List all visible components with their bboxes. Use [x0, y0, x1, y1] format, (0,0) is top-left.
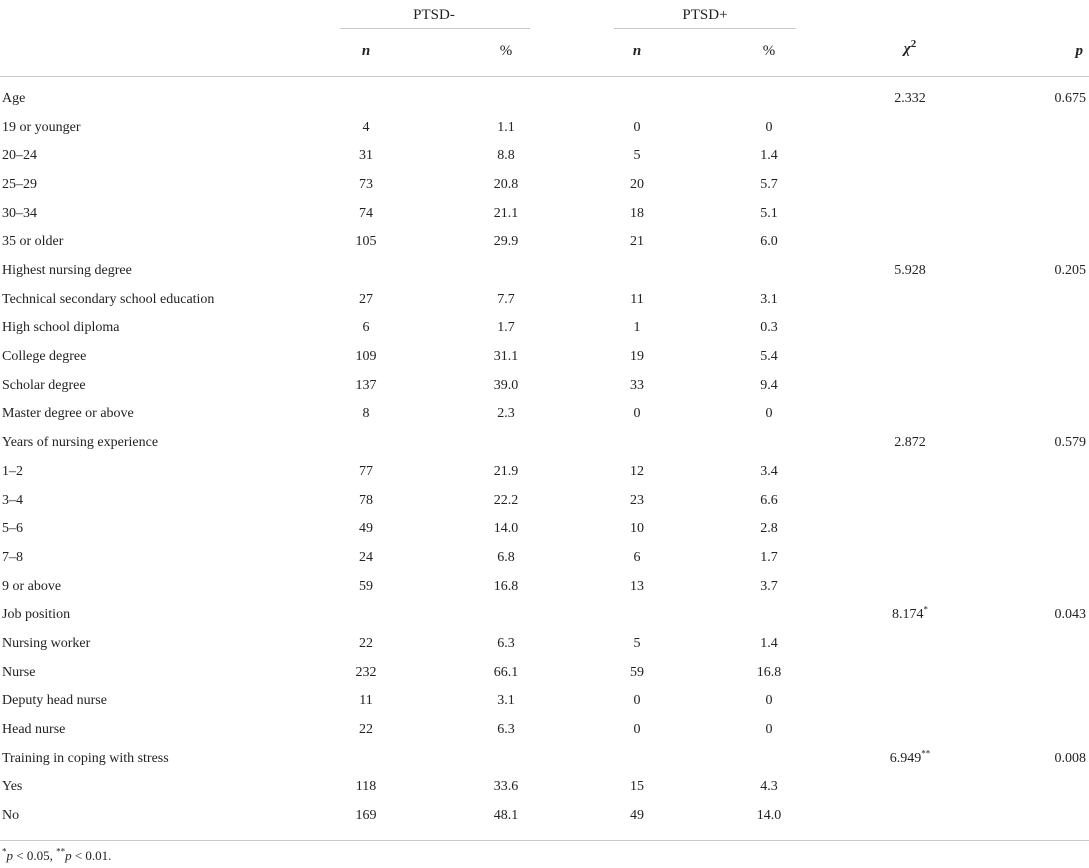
cell-chi-square [894, 262, 926, 280]
cell-n-negative: 22 [359, 722, 373, 737]
cell-percent-positive: 0 [765, 406, 773, 421]
cell-n-negative: 27 [359, 292, 373, 307]
row-label: Years of nursing experience [2, 435, 159, 450]
group-header-ptsd-negative: PTSD- [413, 7, 455, 23]
column-header-percent-negative: % [499, 43, 513, 59]
row-label: High school diploma [2, 320, 120, 335]
cell-percent-negative: 33.6 [493, 779, 519, 794]
cell-percent-positive: 0 [765, 693, 773, 708]
group-underline-ptsd-negative [340, 28, 530, 29]
chi-square-value: 5.928 [894, 263, 926, 278]
row-label: Technical secondary school education [2, 292, 215, 307]
cell-n-positive: 6 [633, 550, 641, 565]
cell-n-negative: 232 [355, 665, 377, 680]
cell-n-negative: 6 [362, 320, 370, 335]
cell-n-positive: 20 [630, 177, 644, 192]
cell-p-value: 0.043 [1054, 607, 1086, 622]
row-label: Deputy head nurse [2, 693, 107, 708]
cell-n-negative: 11 [359, 693, 373, 708]
cell-n-negative: 109 [355, 349, 377, 364]
row-label: 35 or older [2, 234, 64, 249]
cell-percent-negative: 7.7 [497, 292, 515, 307]
column-header-chi-square: $\chi^2$ [903, 38, 917, 57]
column-header-percent-positive: % [762, 43, 776, 59]
cell-percent-positive: 1.7 [760, 550, 778, 565]
cell-n-positive: 49 [630, 808, 644, 823]
chi-square-value: 6.949 [889, 751, 922, 766]
row-label: Yes [2, 779, 23, 794]
cell-n-negative: 169 [355, 808, 377, 823]
cell-percent-positive: 14.0 [756, 808, 782, 823]
table-footnote: *p < 0.05, **p < 0.01. [2, 846, 112, 863]
cell-percent-positive: 3.4 [760, 464, 778, 479]
row-label: 3–4 [2, 493, 23, 508]
significance-marker: ** [921, 748, 931, 759]
chi-square-value: 2.872 [894, 435, 926, 450]
row-label: 30–34 [2, 206, 37, 221]
header-rule [0, 76, 1089, 77]
row-label: 19 or younger [2, 120, 81, 135]
row-label: Age [2, 91, 26, 106]
cell-chi-square [894, 434, 926, 452]
cell-percent-negative: 8.8 [497, 148, 515, 163]
cell-chi-square [892, 606, 928, 624]
cell-n-positive: 21 [630, 234, 644, 249]
cell-n-positive: 59 [630, 665, 644, 680]
row-label: Job position [2, 607, 71, 622]
chi-square-value: 2.332 [894, 91, 926, 106]
cell-percent-negative: 3.1 [497, 693, 515, 708]
cell-percent-positive: 5.7 [760, 177, 778, 192]
cell-percent-positive: 6.6 [760, 493, 778, 508]
cell-n-positive: 23 [630, 493, 644, 508]
cell-n-negative: 77 [359, 464, 373, 479]
cell-percent-negative: 6.3 [497, 722, 515, 737]
cell-percent-negative: 22.2 [493, 493, 519, 508]
cell-n-negative: 78 [359, 493, 373, 508]
row-label: Training in coping with stress [2, 751, 169, 766]
row-label: Highest nursing degree [2, 263, 132, 278]
row-label: 7–8 [2, 550, 23, 565]
cell-percent-negative: 29.9 [493, 234, 519, 249]
cell-percent-positive: 6.0 [760, 234, 778, 249]
cell-n-positive: 0 [633, 120, 641, 135]
cell-n-positive: 5 [633, 148, 641, 163]
row-label: Nurse [2, 665, 36, 680]
cell-p-value: 0.008 [1054, 751, 1086, 766]
cell-percent-negative: 66.1 [493, 665, 519, 680]
cell-percent-positive: 5.4 [760, 349, 778, 364]
cell-n-negative: 22 [359, 636, 373, 651]
cell-percent-positive: 4.3 [760, 779, 778, 794]
column-header-p-value: p [1075, 43, 1083, 59]
row-label: Scholar degree [2, 378, 86, 393]
cell-percent-negative: 6.8 [497, 550, 515, 565]
cell-percent-positive: 16.8 [756, 665, 782, 680]
cell-percent-positive: 2.8 [760, 521, 778, 536]
cell-n-negative: 49 [359, 521, 373, 536]
group-header-ptsd-positive: PTSD+ [682, 7, 728, 23]
cell-p-value: 0.205 [1054, 263, 1086, 278]
cell-percent-negative: 39.0 [493, 378, 519, 393]
row-label: Head nurse [2, 722, 66, 737]
group-underline-ptsd-positive [614, 28, 796, 29]
cell-percent-positive: 3.1 [760, 292, 778, 307]
cell-n-positive: 10 [630, 521, 644, 536]
cell-percent-negative: 2.3 [497, 406, 515, 421]
row-label: No [2, 808, 20, 823]
cell-percent-positive: 1.4 [760, 636, 778, 651]
row-label: Master degree or above [2, 406, 134, 421]
row-label: College degree [2, 349, 87, 364]
cell-n-negative: 137 [355, 378, 377, 393]
row-label: 5–6 [2, 521, 23, 536]
cell-p-value: 0.675 [1054, 91, 1086, 106]
cell-percent-positive: 0.3 [760, 320, 778, 335]
significance-marker: * [923, 604, 928, 615]
cell-n-negative: 73 [359, 177, 373, 192]
column-header-n-negative: n [361, 43, 371, 59]
cell-n-negative: 31 [359, 148, 373, 163]
row-label: Nursing worker [2, 636, 91, 651]
cell-n-positive: 12 [630, 464, 644, 479]
cell-n-negative: 4 [362, 120, 370, 135]
cell-n-negative: 105 [355, 234, 377, 249]
cell-n-positive: 19 [630, 349, 644, 364]
cell-percent-negative: 16.8 [493, 579, 519, 594]
cell-n-positive: 15 [630, 779, 644, 794]
cell-percent-negative: 21.9 [493, 464, 519, 479]
cell-n-negative: 118 [355, 779, 377, 794]
cell-chi-square [890, 750, 931, 768]
cell-percent-negative: 1.7 [497, 320, 515, 335]
cell-percent-negative: 20.8 [493, 177, 519, 192]
cell-n-negative: 59 [359, 579, 373, 594]
row-label: 1–2 [2, 464, 23, 479]
cell-n-positive: 11 [630, 292, 644, 307]
cell-n-positive: 0 [633, 693, 641, 708]
cell-n-positive: 13 [630, 579, 644, 594]
cell-percent-negative: 31.1 [493, 349, 519, 364]
cell-percent-negative: 48.1 [493, 808, 519, 823]
cell-percent-positive: 5.1 [760, 206, 778, 221]
cell-percent-negative: 14.0 [493, 521, 519, 536]
cell-percent-positive: 0 [765, 722, 773, 737]
row-label: 20–24 [2, 148, 37, 163]
cell-percent-positive: 9.4 [760, 378, 778, 393]
cell-n-negative: 8 [362, 406, 370, 421]
cell-n-positive: 33 [630, 378, 644, 393]
cell-n-positive: 1 [633, 320, 641, 335]
cell-n-negative: 74 [359, 206, 373, 221]
cell-percent-negative: 1.1 [497, 120, 515, 135]
cell-percent-negative: 21.1 [493, 206, 519, 221]
cell-n-positive: 18 [630, 206, 644, 221]
cell-n-positive: 0 [633, 406, 641, 421]
chi-square-value: 8.174 [892, 607, 924, 622]
cell-p-value: 0.579 [1054, 435, 1086, 450]
cell-n-positive: 5 [633, 636, 641, 651]
cell-percent-positive: 3.7 [760, 579, 778, 594]
cell-percent-positive: 0 [765, 120, 773, 135]
cell-n-negative: 24 [359, 550, 373, 565]
cell-percent-negative: 6.3 [497, 636, 515, 651]
table-bottom-rule [0, 840, 1089, 841]
row-label: 9 or above [2, 579, 62, 594]
cell-percent-positive: 1.4 [760, 148, 778, 163]
column-header-n-positive: n [632, 43, 642, 59]
cell-chi-square [894, 90, 926, 108]
cell-n-positive: 0 [633, 722, 641, 737]
row-label: 25–29 [2, 177, 37, 192]
